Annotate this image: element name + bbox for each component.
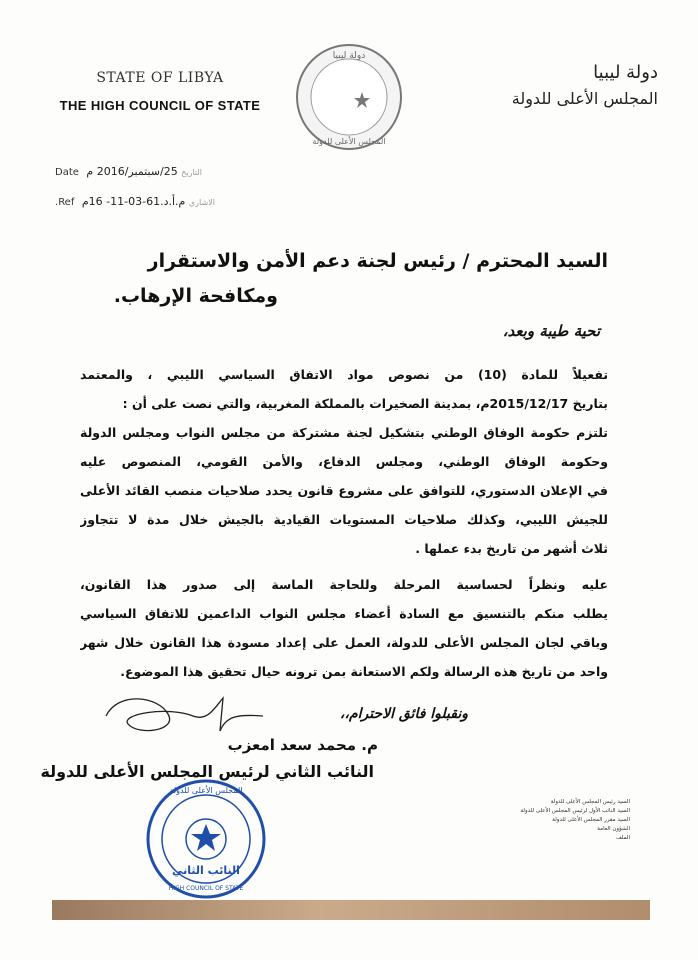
star-icon xyxy=(191,824,221,851)
address-line-1: السيد المحترم / رئيس لجنة دعم الأمن والاستقرار xyxy=(147,250,608,272)
seal-bottom-text: المجلس الأعلى للدولة xyxy=(312,137,386,146)
paragraph-3 xyxy=(80,570,608,686)
paragraph-1 xyxy=(80,360,608,418)
paragraph-line: وحكومة الوفاق الوطني، ومجلس الدفاع، والأمن القومي، المنصوص عليه xyxy=(80,454,608,469)
cc-item: الشؤون العامة xyxy=(597,826,630,832)
paragraph-line: وباقي لجان المجلس الأعلى للدولة، العمل على إعداد مسودة هذا القانون خلال شهر xyxy=(80,635,608,650)
header-en-country: STATE OF LIBYA xyxy=(96,70,224,86)
seal-top-text: دولة ليبيا xyxy=(332,51,366,61)
paragraph-line: ثلاث أشهر من تاريخ بدء عملها . xyxy=(415,541,608,556)
signer-name: م. محمد سعد امعزب xyxy=(227,736,378,754)
ref-label-ar: الاشاري xyxy=(188,198,215,207)
header-en-council: THE HIGH COUNCIL OF STATE xyxy=(59,98,261,113)
paragraph-line: بتاريخ 2015/12/17م، بمدينة الصخيرات بالمملكة المغربية، والتي نصت على أن : xyxy=(122,396,608,411)
stamp-center-text: النائب الثاني xyxy=(172,864,240,877)
header-ar-council: المجلس الأعلى للدولة xyxy=(511,89,658,108)
date-row xyxy=(55,160,202,179)
stamp-top-text: المجلس الأعلى للدولة xyxy=(169,786,243,795)
signer-title: النائب الثاني لرئيس المجلس الأعلى للدولة xyxy=(40,762,374,781)
header-arabic xyxy=(438,62,658,108)
carbon-copy-list xyxy=(510,798,630,843)
paragraph-line: واحد من تاريخ هذه الرسالة ولكم الاستعانة بمن ترونه حيال تحقيق هذا الموضوع. xyxy=(120,664,608,679)
cc-item: الملف xyxy=(616,835,630,841)
paragraph-line: عليه ونظراً لحساسية المرحلة وللحاجة الماسة إلى صدور هذا القانون، xyxy=(80,577,608,592)
ref-row xyxy=(55,190,215,209)
paragraph-2 xyxy=(80,418,608,563)
cc-item: السيد رئيس المجلس الأعلى للدولة xyxy=(550,799,630,805)
paragraph-line: تفعيلاً للمادة (10) من نصوص مواد الاتفاق السياسي الليبي ، والمعتمد xyxy=(80,367,608,382)
greeting: تحية طيبة وبعد، xyxy=(502,322,600,340)
stamp-bottom-text: HIGH COUNCIL OF STATE xyxy=(168,885,244,892)
header-english xyxy=(40,70,280,113)
header-ar-country: دولة ليبيا xyxy=(593,62,658,83)
paragraph-line: في الإعلان الدستوري، للتوافق على مشروع قانون يحدد صلاحيات منصب القائد الأعلى xyxy=(80,483,608,498)
seal-logo xyxy=(294,42,404,152)
paragraph-line: يطلب منكم بالتنسيق مع السادة أعضاء مجلس النواب الداعمين للاتفاق السياسي xyxy=(80,606,608,621)
official-stamp xyxy=(145,778,267,900)
cc-item: السيد مقرر المجلس الأعلى للدولة xyxy=(552,817,630,823)
date-value: 25/سبتمبر/2016 م xyxy=(86,165,178,178)
paragraph-line: للجيش الليبي، وكذلك صلاحيات المستويات القيادية بالجيش خلال مدة لا تتجاوز xyxy=(80,512,608,527)
footer-band xyxy=(52,900,650,920)
cc-item: السيد النائب الأول لرئيس المجلس الأعلى للدولة xyxy=(520,808,630,814)
paragraph-line: تلتزم حكومة الوفاق الوطني بتشكيل لجنة مشتركة من مجلس النواب ومجلس الدولة xyxy=(80,425,608,440)
date-label-ar: التاريخ xyxy=(181,168,202,177)
closing-text: ونقبلوا فائق الاحترام،، xyxy=(339,706,468,722)
date-label-en: Date xyxy=(55,167,79,178)
ref-value: م.أ.د.61-03-11- 16م xyxy=(81,195,186,208)
ref-label-en: Ref. xyxy=(55,197,75,208)
address-line-2: ومكافحة الإرهاب. xyxy=(113,285,278,307)
